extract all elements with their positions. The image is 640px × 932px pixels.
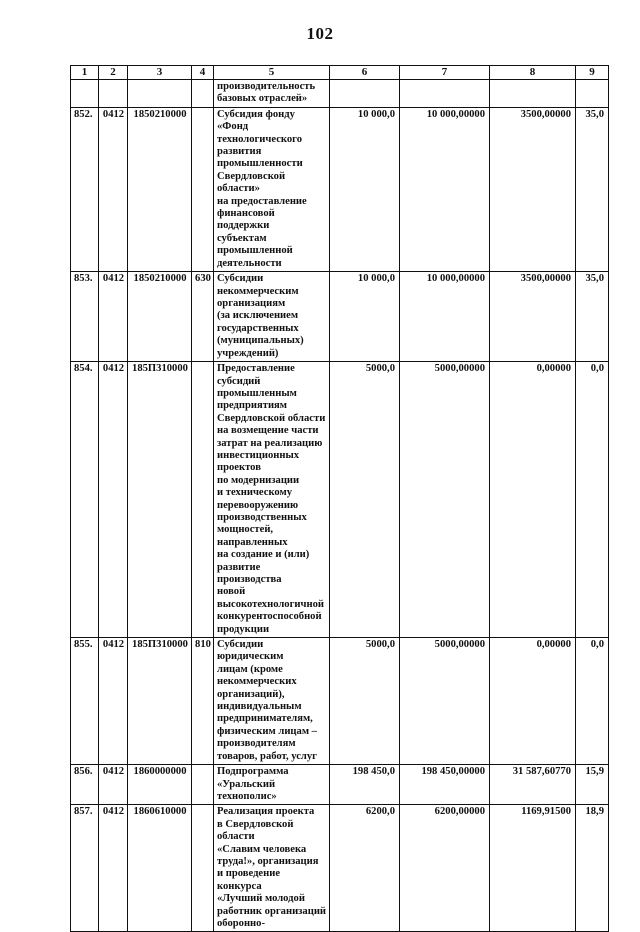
section-code: 0412	[99, 805, 128, 932]
approved-amount	[400, 80, 490, 108]
item-name: Реализация проекта в Свердловской области «Славим человека труда!», организация и проведение конкурса «Лучший молодой работник организаций оборонно-	[214, 805, 330, 932]
table-row	[71, 362, 609, 638]
expense-type: 810	[192, 638, 214, 765]
approved-amount: 5000,00000	[400, 362, 490, 638]
row-number: 853.	[71, 272, 99, 362]
planned-amount: 5000,0	[330, 638, 400, 765]
row-number: 856.	[71, 765, 99, 805]
approved-amount: 10 000,00000	[400, 272, 490, 362]
planned-amount: 10 000,0	[330, 272, 400, 362]
executed-amount: 0,00000	[490, 362, 576, 638]
column-header: 3	[128, 66, 192, 80]
column-header: 1	[71, 66, 99, 80]
expense-type: 630	[192, 272, 214, 362]
approved-amount: 5000,00000	[400, 638, 490, 765]
planned-amount: 198 450,0	[330, 765, 400, 805]
approved-amount: 6200,00000	[400, 805, 490, 932]
section-code: 0412	[99, 107, 128, 271]
section-code	[99, 80, 128, 108]
row-number: 857.	[71, 805, 99, 932]
item-name: Подпрограмма «Уральский технополис»	[214, 765, 330, 805]
article-code: 1850210000	[128, 272, 192, 362]
row-number: 855.	[71, 638, 99, 765]
planned-amount: 5000,0	[330, 362, 400, 638]
expense-type	[192, 362, 214, 638]
executed-amount	[490, 80, 576, 108]
approved-amount: 198 450,00000	[400, 765, 490, 805]
column-header: 2	[99, 66, 128, 80]
execution-percent	[576, 80, 609, 108]
item-name: Субсидии юридическим лицам (кроме некоммерческих организаций), индивидуальным предпринимателям, физическим лицам – производителям товаров, работ, услуг	[214, 638, 330, 765]
row-number: 854.	[71, 362, 99, 638]
approved-amount: 10 000,00000	[400, 107, 490, 271]
article-code: 185П310000	[128, 362, 192, 638]
executed-amount: 3500,00000	[490, 272, 576, 362]
planned-amount: 6200,0	[330, 805, 400, 932]
executed-amount: 31 587,60770	[490, 765, 576, 805]
article-code: 1860610000	[128, 805, 192, 932]
planned-amount	[330, 80, 400, 108]
execution-percent: 15,9	[576, 765, 609, 805]
expense-type	[192, 805, 214, 932]
article-code: 1850210000	[128, 107, 192, 271]
expense-type	[192, 765, 214, 805]
item-name: производительность базовых отраслей»	[214, 80, 330, 108]
section-code: 0412	[99, 765, 128, 805]
executed-amount: 3500,00000	[490, 107, 576, 271]
item-name: Субсидия фонду «Фонд технологического развития промышленности Свердловской области» на предоставление финансовой поддержки субъектам промышленной деятельности	[214, 107, 330, 271]
item-name: Предоставление субсидий промышленным предприятиям Свердловской области на возмещение части затрат на реализацию инвестиционных проектов по модернизации и техническому перевооружению производственных мощностей, направленных на создание и (или) развитие производства новой высокотехнологичной конкурентоспособной продукции	[214, 362, 330, 638]
column-header: 7	[400, 66, 490, 80]
expense-type	[192, 80, 214, 108]
executed-amount: 0,00000	[490, 638, 576, 765]
item-name: Субсидии некоммерческим организациям (за исключением государственных (муниципальных) учреждений)	[214, 272, 330, 362]
column-header: 6	[330, 66, 400, 80]
execution-percent: 35,0	[576, 107, 609, 271]
row-number: 852.	[71, 107, 99, 271]
page-number: 102	[306, 24, 334, 43]
table-row	[71, 638, 609, 765]
planned-amount: 10 000,0	[330, 107, 400, 271]
execution-percent: 35,0	[576, 272, 609, 362]
table-row	[71, 805, 609, 932]
execution-percent: 0,0	[576, 362, 609, 638]
table-row	[71, 107, 609, 271]
section-code: 0412	[99, 272, 128, 362]
execution-percent: 18,9	[576, 805, 609, 932]
execution-percent: 0,0	[576, 638, 609, 765]
table-row	[71, 765, 609, 805]
column-header: 4	[192, 66, 214, 80]
column-header: 8	[490, 66, 576, 80]
budget-table	[70, 65, 609, 932]
article-code: 1860000000	[128, 765, 192, 805]
column-header: 5	[214, 66, 330, 80]
table-row	[71, 272, 609, 362]
section-code: 0412	[99, 362, 128, 638]
table-row	[71, 80, 609, 108]
executed-amount: 1169,91500	[490, 805, 576, 932]
section-code: 0412	[99, 638, 128, 765]
column-header: 9	[576, 66, 609, 80]
table-header-row	[71, 66, 609, 80]
row-number	[71, 80, 99, 108]
article-code	[128, 80, 192, 108]
expense-type	[192, 107, 214, 271]
article-code: 185П310000	[128, 638, 192, 765]
